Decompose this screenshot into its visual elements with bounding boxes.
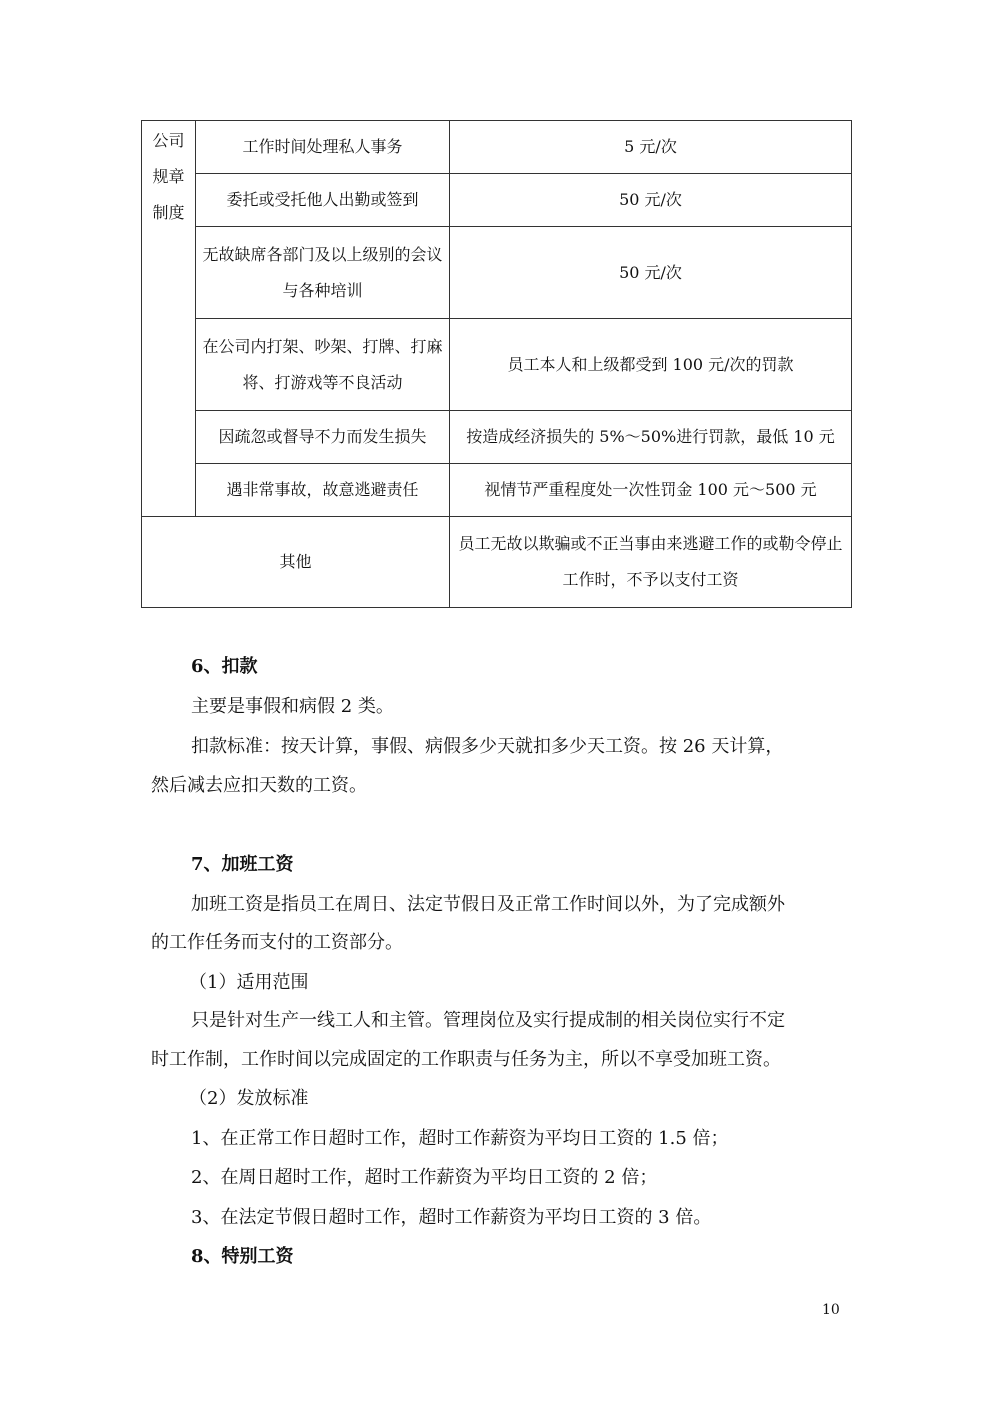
section7-heading: 7、加班工资 — [191, 854, 294, 875]
section6-heading: 6、扣款 — [191, 656, 258, 677]
paragraph: 主要是事假和病假 2 类。 — [191, 696, 394, 717]
penalty-cell: 按造成经济损失的 5%～50%进行罚款，最低 10 元 — [450, 411, 852, 464]
item-cell: 工作时间处理私人事务 — [196, 121, 450, 174]
paragraph: 加班工资是指员工在周日、法定节假日及正常工作时间以外，为了完成额外 — [191, 894, 785, 915]
penalty-cell: 5 元/次 — [450, 121, 852, 174]
list-item: 3、在法定节假日超时工作，超时工作薪资为平均日工资的 3 倍。 — [191, 1207, 712, 1228]
paragraph: 时工作制，工作时间以完成固定的工作职责与任务为主，所以不享受加班工资。 — [151, 1049, 781, 1070]
penalty-cell: 视情节严重程度处一次性罚金 100 元～500 元 — [450, 464, 852, 517]
penalty-cell: 50 元/次 — [450, 227, 852, 319]
list-item: 2、在周日超时工作，超时工作薪资为平均日工资的 2 倍； — [191, 1167, 658, 1188]
item-cell: 因疏忽或督导不力而发生损失 — [196, 411, 450, 464]
item-cell: 在公司内打架、吵架、打牌、打麻将、打游戏等不良活动 — [196, 319, 450, 411]
subheading: （1）适用范围 — [189, 972, 309, 993]
item-cell: 无故缺席各部门及以上级别的会议与各种培训 — [196, 227, 450, 319]
subheading: （2）发放标准 — [189, 1088, 309, 1109]
item-cell: 遇非常事故，故意逃避责任 — [196, 464, 450, 517]
paragraph: 的工作任务而支付的工资部分。 — [151, 932, 403, 953]
penalty-cell: 50 元/次 — [450, 174, 852, 227]
penalty-cell: 员工本人和上级都受到 100 元/次的罚款 — [450, 319, 852, 411]
section8-heading: 8、特别工资 — [191, 1246, 294, 1267]
other-penalty-cell: 员工无故以欺骗或不正当事由来逃避工作的或勒令停止工作时，不予以支付工资 — [450, 517, 852, 608]
paragraph: 扣款标准：按天计算，事假、病假多少天就扣多少天工资。按 26 天计算， — [191, 736, 784, 757]
other-label-cell: 其他 — [142, 517, 450, 608]
category-cell — [142, 121, 196, 517]
list-item: 1、在正常工作日超时工作，超时工作薪资为平均日工资的 1.5 倍； — [191, 1128, 729, 1149]
paragraph: 只是针对生产一线工人和主管。管理岗位及实行提成制的相关岗位实行不定 — [191, 1010, 785, 1031]
item-cell: 委托或受托他人出勤或签到 — [196, 174, 450, 227]
penalty-table — [141, 120, 852, 608]
paragraph: 然后减去应扣天数的工资。 — [151, 775, 367, 796]
category-label: 公司规章制度 — [152, 131, 185, 222]
page-number: 10 — [822, 1302, 840, 1318]
